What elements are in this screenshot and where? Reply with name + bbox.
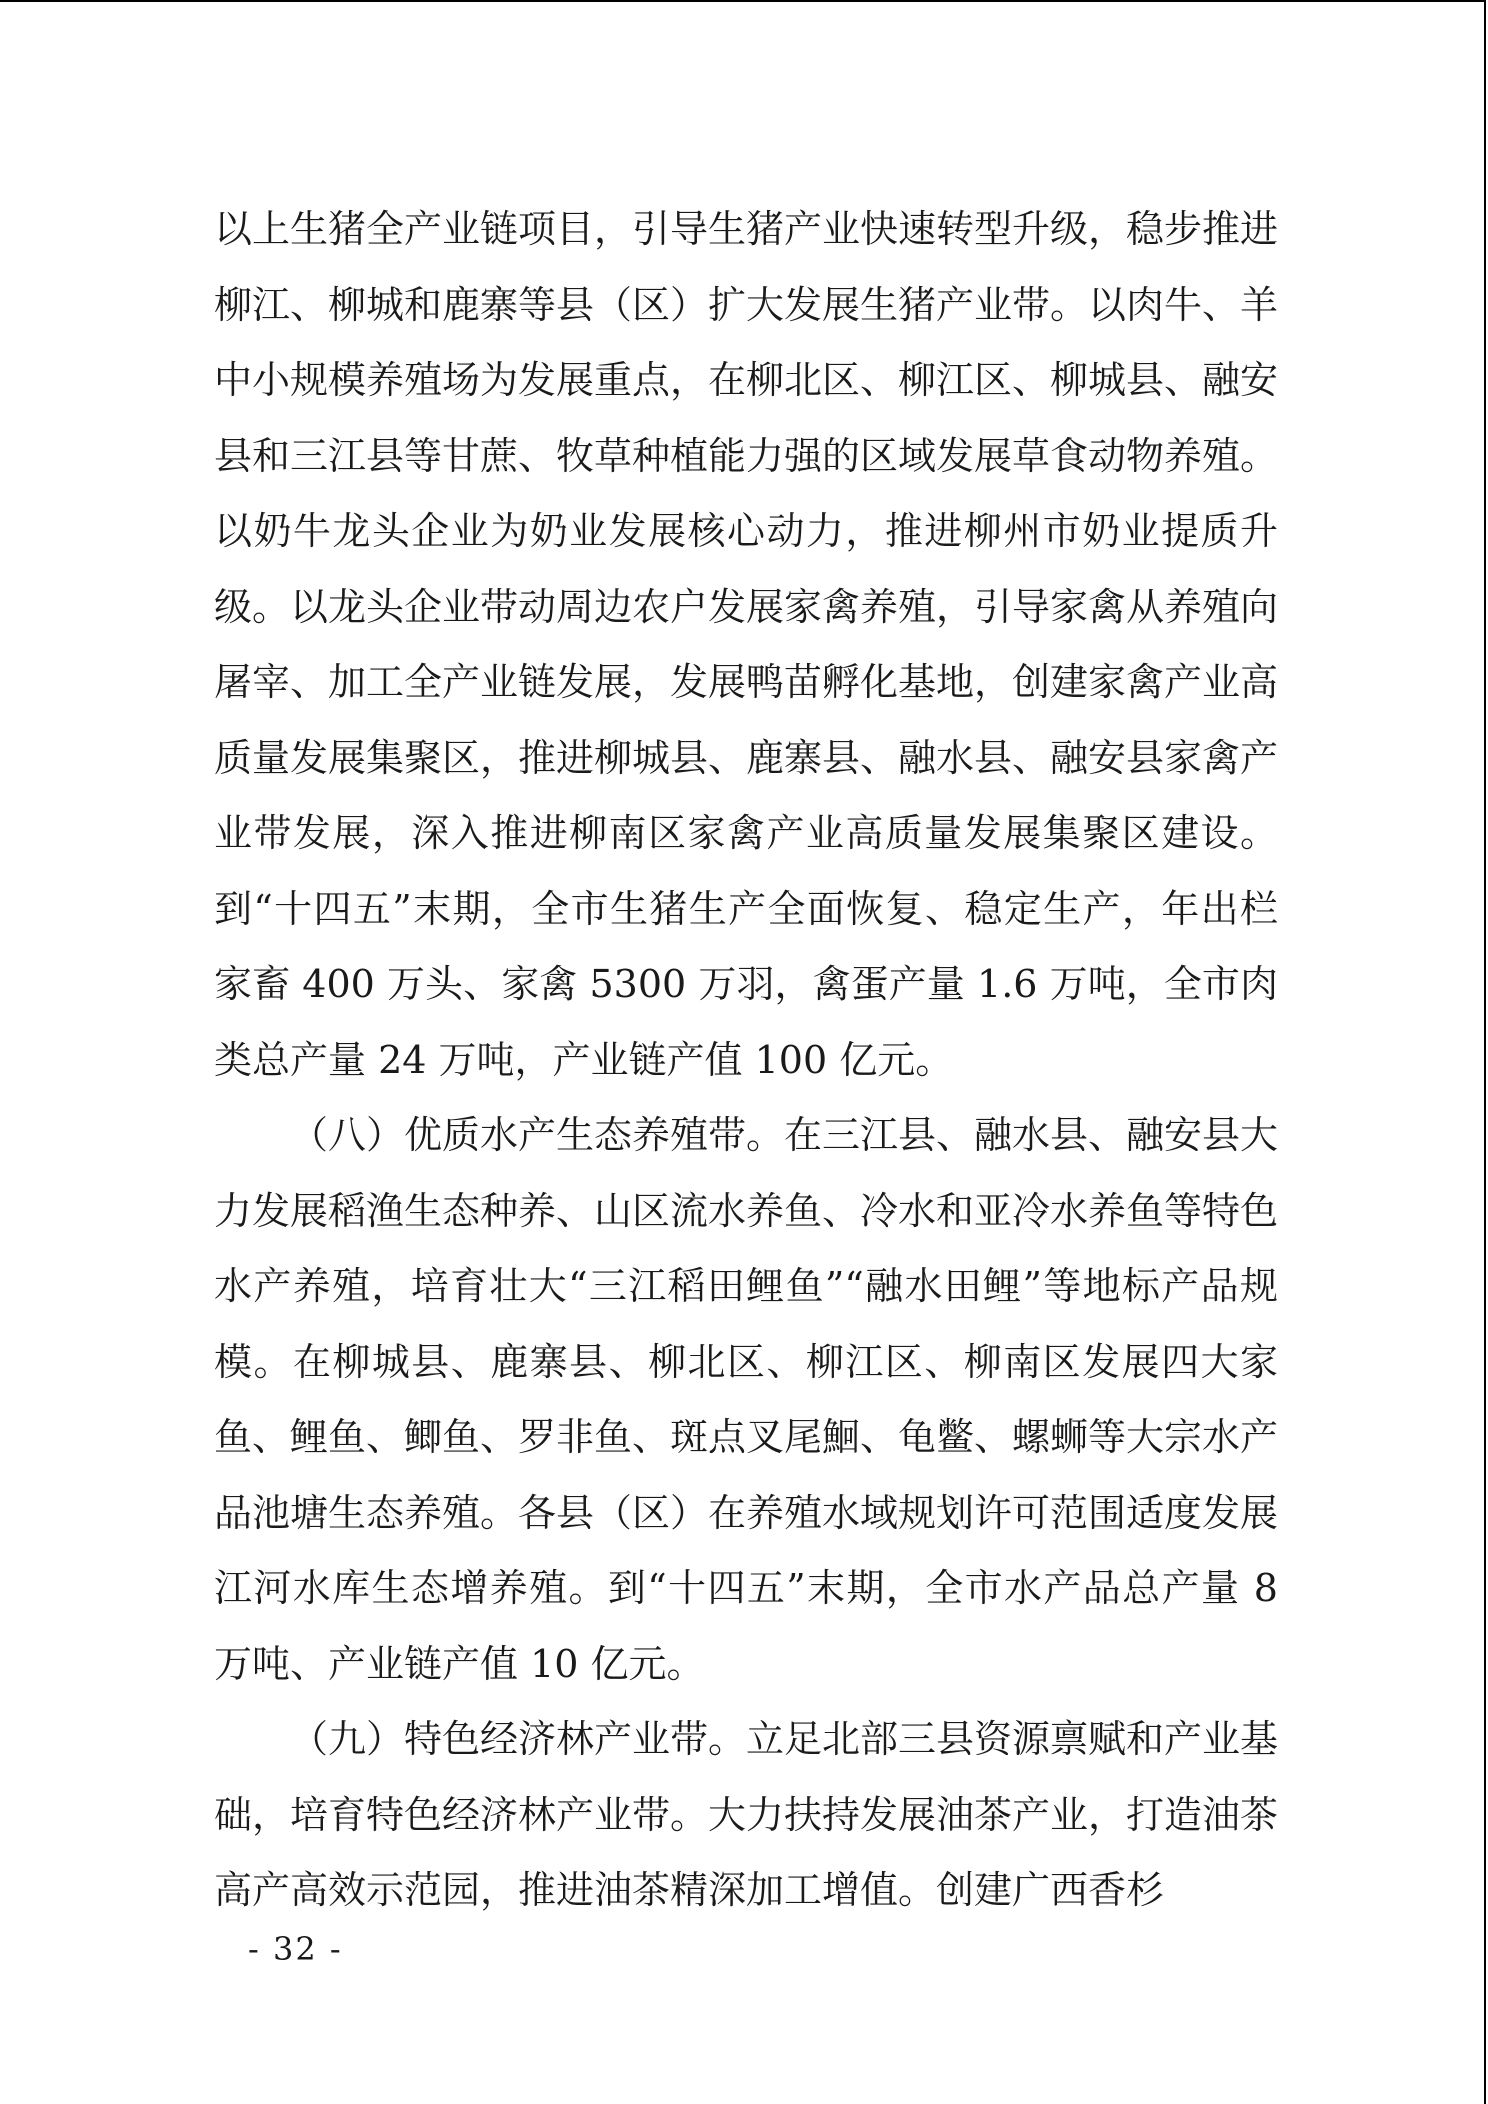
- body-text: [214, 192, 1278, 1929]
- paragraph-aquaculture: （八）优质水产生态养殖带。在三江县、融水县、融安县大力发展稻渔生态种养、山区流水养鱼、冷水和亚冷水养鱼等特色水产养殖，培育壮大“三江稻田鲤鱼”“融水田鲤”等地标产品规模。在柳城县、鹿寨县、柳北区、柳江区、柳南区发展四大家鱼、鲤鱼、鲫鱼、罗非鱼、斑点叉尾鮰、龟鳖、螺蛳等大宗水产品池塘生态养殖。各县（区）在养殖水域规划许可范围适度发展江河水库生态增养殖。到“十四五”末期，全市水产品总产量 8 万吨、产业链产值 10 亿元。: [214, 1113, 1279, 1686]
- paragraph-livestock: 以上生猪全产业链项目，引导生猪产业快速转型升级，稳步推进柳江、柳城和鹿寨等县（区）扩大发展生猪产业带。以肉牛、羊中小规模养殖场为发展重点，在柳北区、柳江区、柳城县、融安县和三江县等甘蔗、牧草种植能力强的区域发展草食动物养殖。以奶牛龙头企业为奶业发展核心动力，推进柳州市奶业提质升级。以龙头企业带动周边农户发展家禽养殖，引导家禽从养殖向屠宰、加工全产业链发展，发展鸭苗孵化基地，创建家禽产业高质量发展集聚区，推进柳城县、鹿寨县、融水县、融安县家禽产业带发展，深入推进柳南区家禽产业高质量发展集聚区建设。到“十四五”末期，全市生猪生产全面恢复、稳定生产，年出栏家畜 400 万头、家禽 5300 万羽，禽蛋产量 1.6 万吨，全市肉类总产量 24 万吨，产业链产值 100 亿元。: [214, 207, 1279, 1082]
- page-number: - 32 -: [248, 1930, 343, 1968]
- paragraph-economic-forest: （九）特色经济林产业带。立足北部三县资源禀赋和产业基础，培育特色经济林产业带。大力扶持发展油茶产业，打造油茶高产高效示范园，推进油茶精深加工增值。创建广西香杉: [214, 1717, 1279, 1912]
